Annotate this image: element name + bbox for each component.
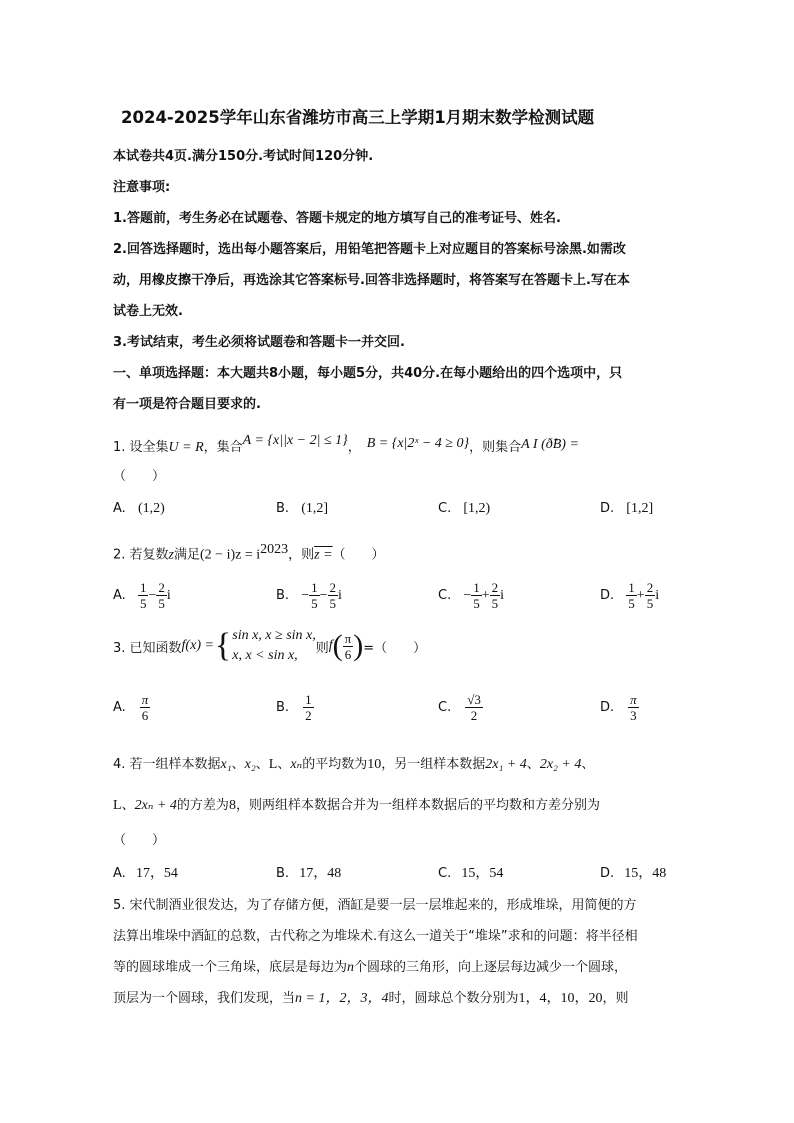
q2-paren: （ ）	[332, 547, 385, 563]
q4-option-d[interactable]: D. 15，48	[600, 866, 667, 881]
q1-set-b: B = {x|2ˣ − 4 ≥ 0}	[366, 436, 470, 451]
note-line: 1.答题前，考生务必在试题卷、答题卡规定的地方填写自己的准考证号、姓名.	[113, 211, 561, 226]
imag-unit: i	[166, 588, 171, 603]
q3-lparen: (	[332, 629, 343, 662]
question-4-line2: L、2xₙ + 4的方差为8，则两组样本数据合并为一组样本数据后的平均数和方差分别为	[113, 798, 600, 813]
question-5-line3: 等的圆球堆成一个三角垛，底层是每边为n个圆球的三角形，向上逐层每边减少一个圆球，	[113, 960, 628, 975]
imag-unit: i	[338, 588, 342, 603]
page-title: 2024-2025学年山东省潍坊市高三上学期1月期末数学检测试题	[121, 108, 595, 127]
q1-option-d[interactable]: D. [1,2]	[600, 501, 654, 516]
q2-option-b[interactable]: B. − $\frac{1}{5}$ − $\frac{2}{5}$ i	[276, 580, 342, 611]
q3-prefix: 3. 已知函数	[113, 640, 182, 656]
q3-case-1: sin x, x ≥ sin x,	[232, 628, 316, 643]
q2-option-c[interactable]: C. − $\frac{1}{5}$ + $\frac{2}{5}$ i	[438, 580, 505, 611]
q4-ellipsis: L	[268, 757, 278, 772]
q3-option-a[interactable]: A. $\frac{\pi}{6}$	[113, 692, 149, 723]
q5-counts: 1，4，10，20	[518, 991, 603, 1006]
q3-brace: {	[214, 627, 232, 664]
q1-sep: ，	[347, 440, 361, 455]
imag-unit: i	[500, 588, 505, 603]
q4-xn: xₙ	[290, 757, 303, 772]
q4-term-1: 2x₁ + 4	[485, 757, 527, 772]
question-3	[113, 626, 426, 666]
question-2	[113, 542, 385, 563]
q3-option-b[interactable]: B. $\frac{1}{2}$	[276, 692, 312, 723]
q2-option-d[interactable]: D. $\frac{1}{5}$ + $\frac{2}{5}$ i	[600, 580, 660, 611]
note-line: 动，用橡皮擦干净后，再选涂其它答案标号.回答非选择题时，将答案写在答题卡上.写在本	[113, 273, 630, 288]
q1-universe: U = R	[168, 440, 204, 455]
q3-pi: π	[344, 630, 352, 646]
q3-case-2: x, x < sin x,	[232, 648, 298, 663]
question-5-line2: 法算出堆垛中酒缸的总数，古代称之为堆垛术.有这么一道关于“堆垛”求和的问题：将半径相	[113, 929, 638, 944]
notes-heading: 注意事项:	[113, 180, 171, 195]
q1-answer-paren: （ ）	[113, 469, 166, 484]
q4-option-b[interactable]: B. 17，48	[276, 866, 342, 881]
q3-rparen: )	[353, 629, 364, 662]
question-5-line4: 顶层为一个圆球，我们发现，当n = 1，2，3，4时，圆球总个数分别为1，4，10，20，则	[113, 991, 629, 1006]
q4-ellipsis-2: L	[113, 798, 122, 813]
q5-n-values: n = 1，2，3，4	[295, 991, 389, 1006]
q4-answer-paren: （ ）	[113, 833, 166, 848]
q2-zbar: z =	[314, 547, 333, 563]
q4-mean: 10	[367, 757, 382, 772]
q4-x2: x₂	[244, 757, 256, 772]
note-line: 3.考试结束，考生必须将试题卷和答题卡一并交回.	[113, 335, 405, 350]
q2-equation: (2 − i)z = i	[200, 547, 261, 563]
q1-option-b[interactable]: B. (1,2]	[276, 501, 329, 516]
q1-expression: A I (ð̂B) =	[521, 437, 579, 452]
q4-term-2: 2x₂ + 4	[539, 757, 582, 772]
q4-option-c[interactable]: C. 15，54	[438, 866, 504, 881]
q2-then: ，则	[288, 547, 315, 563]
question-4-line1: 4. 若一组样本数据x₁、x₂、L、xₙ的平均数为10，另一组样本数据2x₁ + 4、2x₂ + 4、	[113, 757, 595, 772]
q2-exponent: 2023	[260, 542, 289, 557]
q3-f: f	[328, 638, 333, 653]
q4-variance: 8	[228, 798, 236, 813]
q1-set-a: A = {x||x − 2| ≤ 1}	[242, 433, 348, 448]
question-5-line1: 5. 宋代制酒业很发达，为了存储方便，酒缸是要一层一层堆起来的，形成堆垛，用简便的方	[113, 898, 637, 913]
q4-term-n: 2xₙ + 4	[134, 798, 177, 813]
q2-z: z	[168, 547, 174, 563]
note-line: 试卷上无效.	[113, 304, 183, 319]
q1-text: ，集合	[203, 440, 243, 455]
q3-six: 6	[344, 646, 352, 662]
q1-option-c[interactable]: C. [1,2)	[438, 501, 491, 516]
q3-option-c[interactable]: C. $\frac{√3}{2}$	[438, 692, 481, 723]
section-heading: 一、单项选择题：本大题共8小题，每小题5分，共40分.在每小题给出的四个选项中，只	[113, 366, 623, 381]
exam-intro: 本试卷共4页.满分150分.考试时间120分钟.	[113, 149, 374, 164]
q4-option-a[interactable]: A. 17，54	[113, 866, 178, 881]
q5-n: n	[347, 960, 355, 975]
q3-option-d[interactable]: D. $\frac{\pi}{3}$	[600, 692, 637, 723]
q3-then: 则	[315, 640, 329, 656]
q1-option-a[interactable]: A. (1,2)	[113, 501, 165, 516]
q3-fx: f(x) =	[181, 638, 214, 653]
imag-unit: i	[655, 588, 660, 603]
q2-prefix: 2. 若复数	[113, 547, 169, 563]
q1-text2: ，则集合	[469, 440, 522, 455]
q2-option-a[interactable]: A. $\frac{1}{5}$ − $\frac{2}{5}$ i	[113, 580, 171, 611]
note-line: 2.回答选择题时，选出每小题答案后，用铅笔把答题卡上对应题目的答案标号涂黑.如需改	[113, 242, 626, 257]
question-1	[113, 433, 579, 456]
section-heading-cont: 有一项是符合题目要求的.	[113, 397, 261, 412]
q3-tail: =（ ）	[363, 640, 427, 656]
q4-x1: x₁	[220, 757, 232, 772]
q2-text: 满足	[174, 547, 201, 563]
q1-prefix: 1. 设全集	[113, 440, 169, 455]
